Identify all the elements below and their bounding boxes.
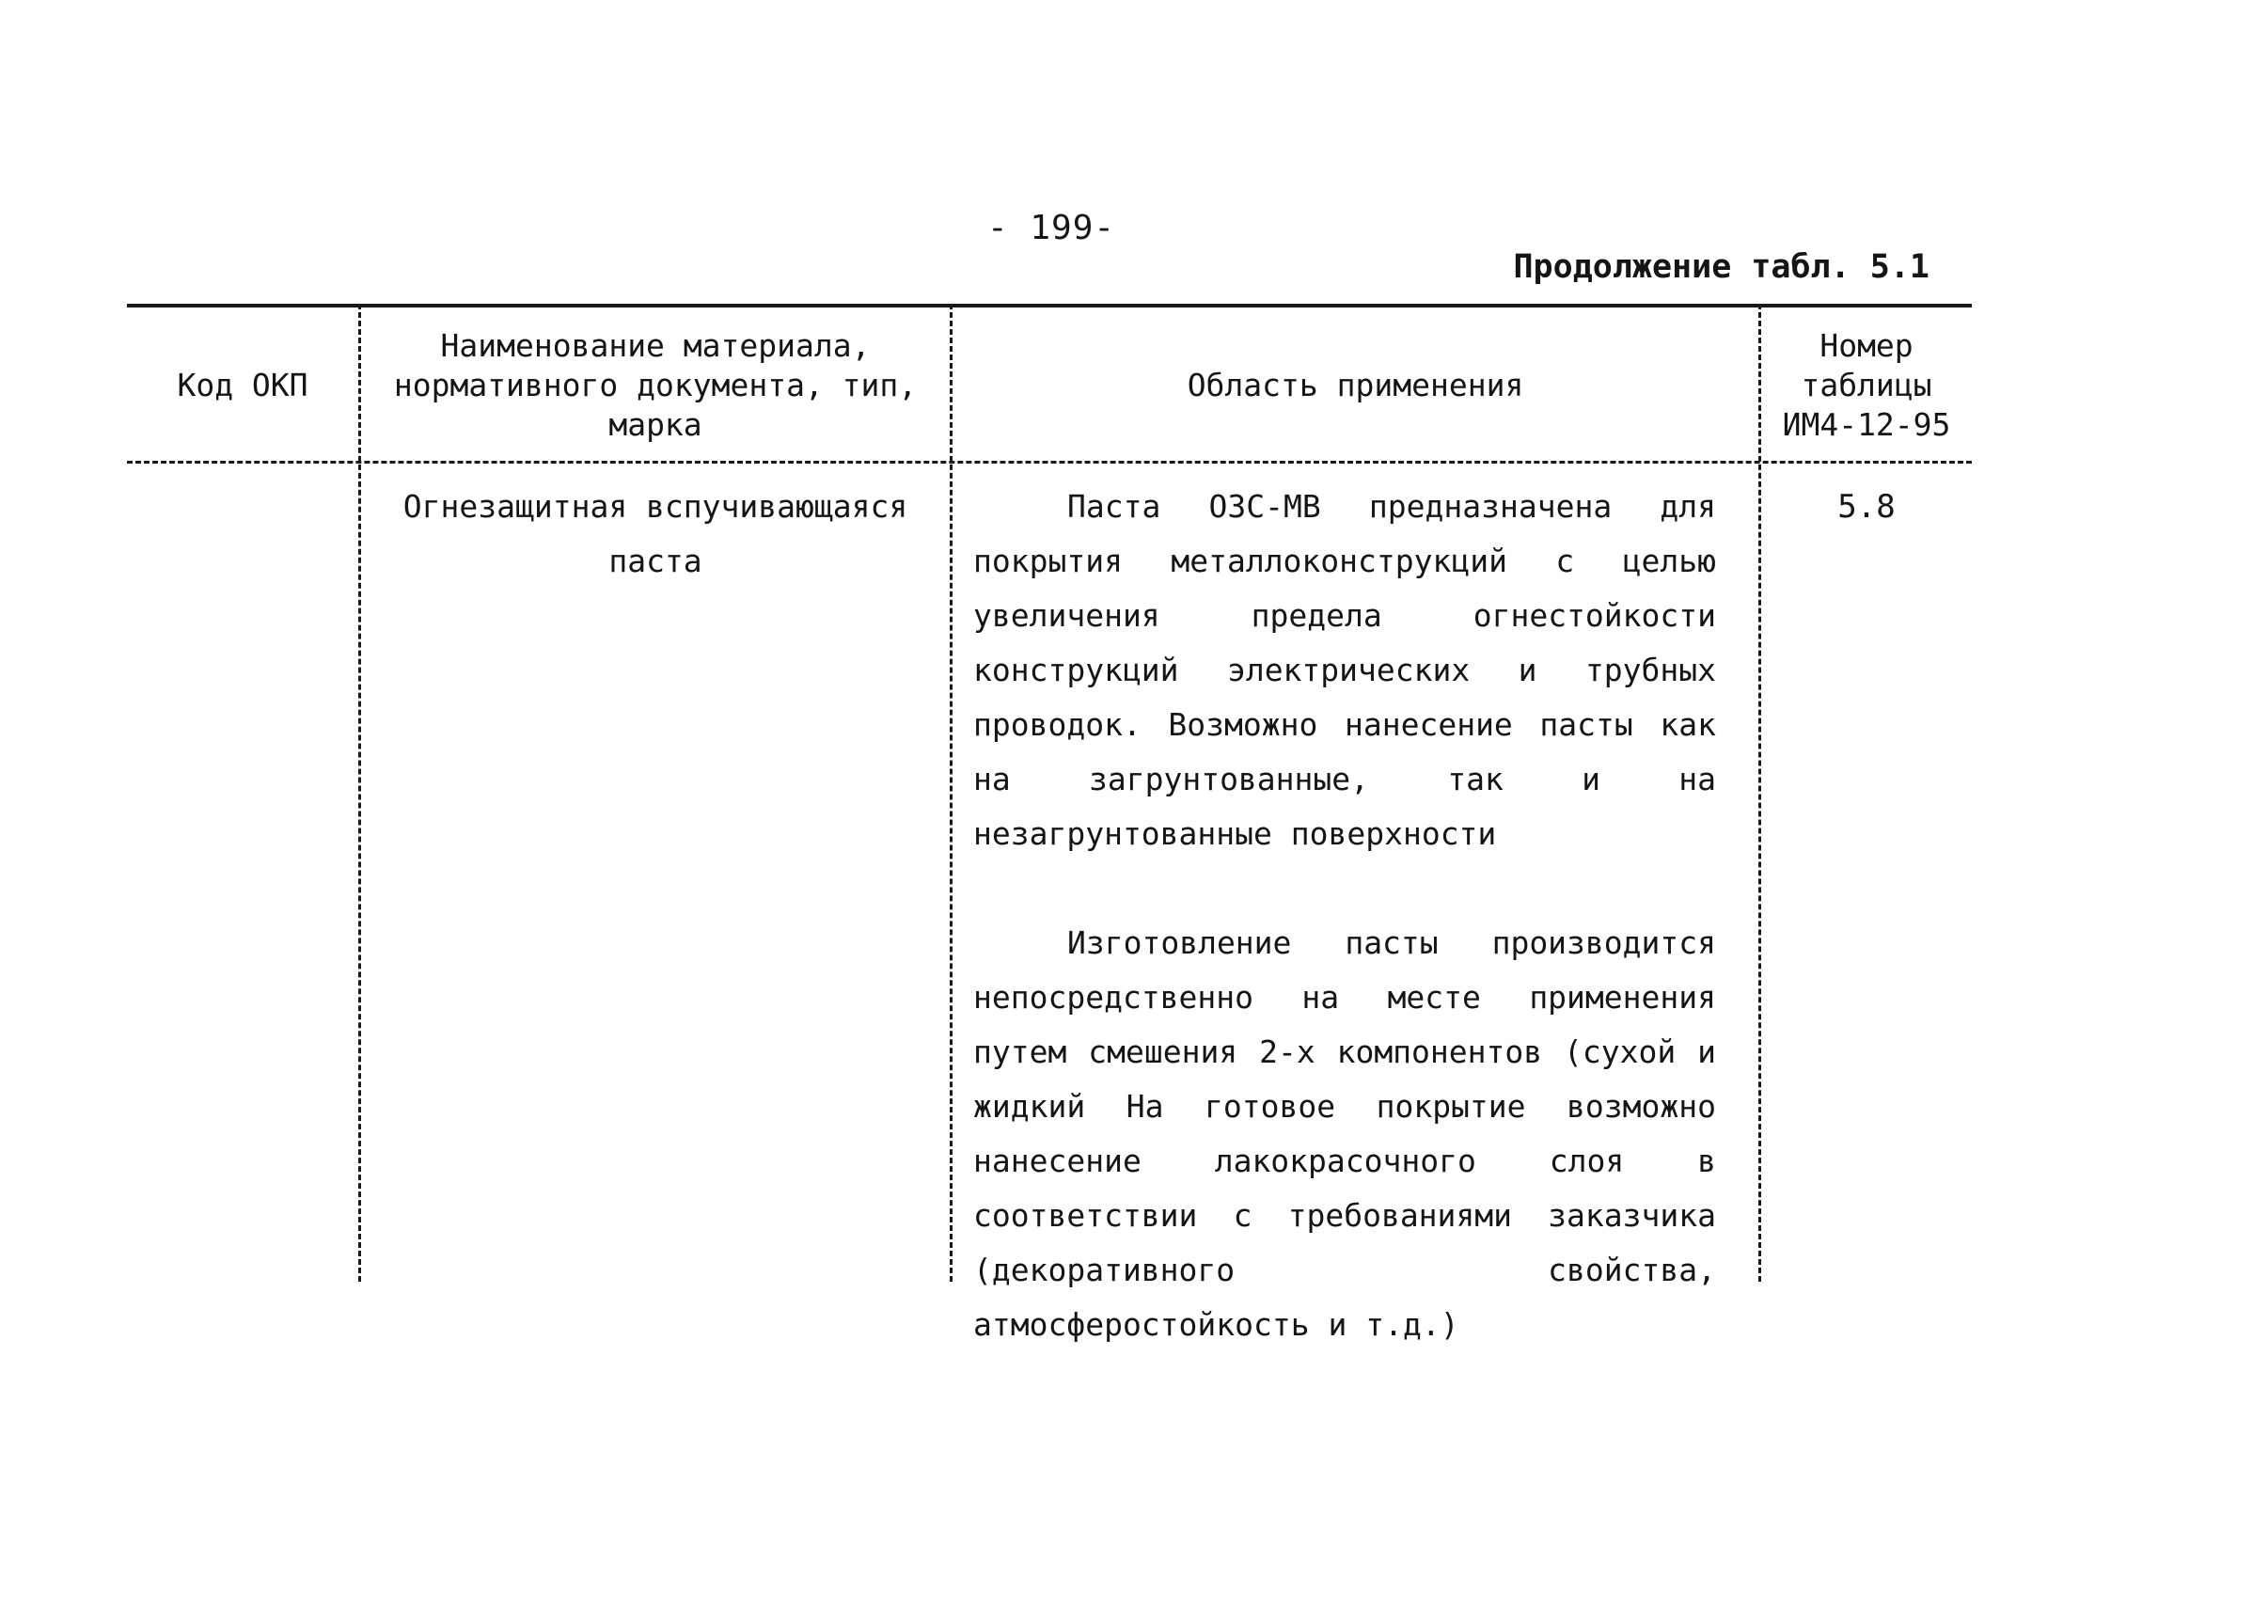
table-header-separator <box>127 461 1972 464</box>
cell-application-area <box>973 480 1716 1352</box>
column-divider-3 <box>1758 304 1761 1282</box>
application-paragraph-2: Изготовление пасты производится непосредственно на месте применения путем смешения 2-х компонентов (сухой и жидкий На готовое покрытие возможно нанесение лакокрасочного слоя в соответствии с требованиями заказчика (декоративного свойства, атмосферостойкость и т.д.) <box>973 924 1716 1343</box>
header-application-area: Область применения <box>1187 367 1524 403</box>
table-continuation-label: Продолжение табл. 5.1 <box>1513 248 1929 286</box>
page-number: - 199- <box>987 209 1116 247</box>
header-table-number: Номер таблицы ИМ4-12-95 <box>1782 327 1951 443</box>
paragraph-gap <box>973 861 1716 916</box>
cell-table-number: 5.8 <box>1837 488 1896 526</box>
cell-material-name: Огнезащитная вспучивающаяся паста <box>402 488 908 579</box>
column-divider-2 <box>950 304 953 1282</box>
column-divider-1 <box>358 304 361 1282</box>
application-paragraph-1: Паста ОЗС-МВ предназначена для покрытия металлоконструкций с целью увеличения предела огнестойкости конструкций электрических и трубных проводок. Возможно нанесение пасты как на загрунтованные, так и на незагрунтованные поверхности <box>973 488 1716 852</box>
header-material-name: Наименование материала, нормативного документа, тип, марка <box>393 327 918 443</box>
table-top-rule <box>127 304 1972 307</box>
header-code-okp: Код ОКП <box>177 367 308 403</box>
